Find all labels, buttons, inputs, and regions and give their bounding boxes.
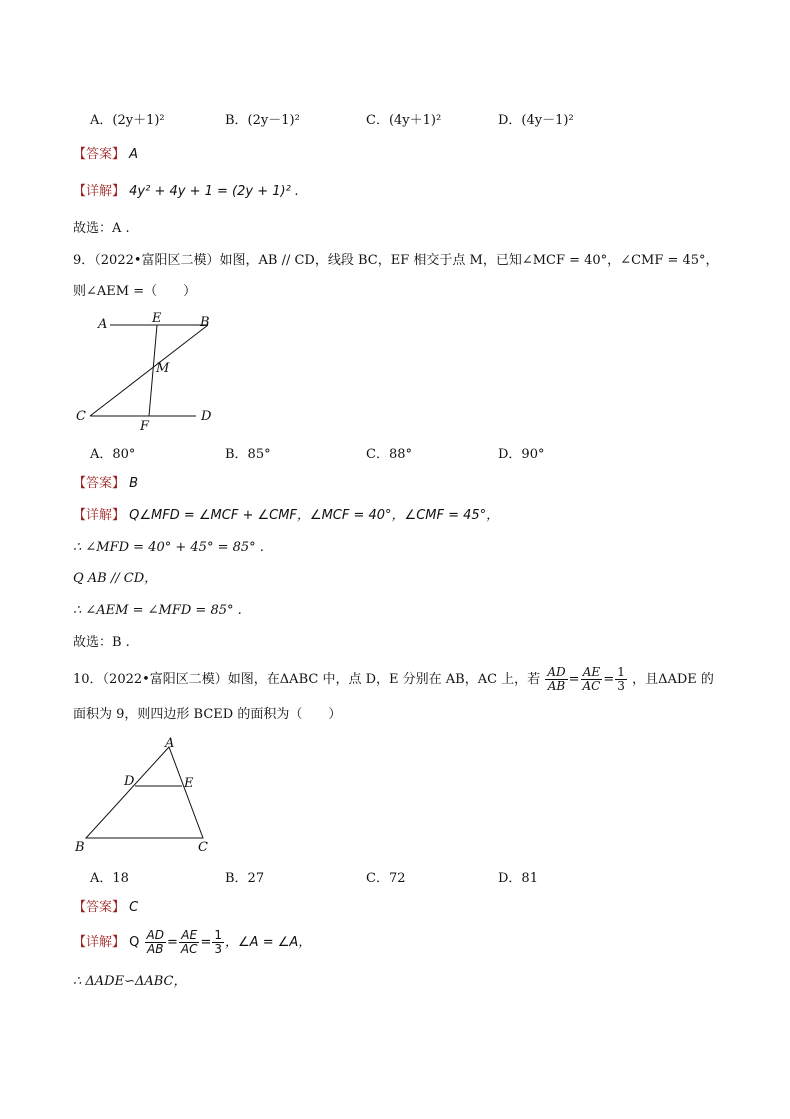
label-a: A <box>98 317 108 332</box>
answer-label: 【答案】 <box>73 476 126 491</box>
label-b: B <box>200 315 210 330</box>
detail-label: 【详解】 <box>73 184 126 199</box>
q9-option-c: C．88° <box>366 447 412 462</box>
q10-option-d: D．81 <box>498 871 538 886</box>
q10-detail-line <box>73 925 311 961</box>
label-e: E <box>184 776 194 791</box>
q8-choice: 故选：A . <box>73 221 130 236</box>
detail-label: 【详解】 <box>73 935 126 950</box>
q9-choice: 故选：B . <box>73 635 130 650</box>
answer-value: C <box>129 900 139 915</box>
q10-answer-line <box>73 899 138 917</box>
label-a: A <box>165 736 175 751</box>
answer-value: A <box>129 147 139 162</box>
q10-stem-line2: 面积为 9，则四边形 BCED 的面积为（ ） <box>73 707 342 722</box>
q9-figure <box>76 310 230 435</box>
q9-option-a: A．80° <box>90 447 136 462</box>
label-e: E <box>152 311 162 326</box>
detail-fraction-ad-ab: $\frac{AD}{AB}$ <box>146 928 164 956</box>
because-symbol: Q <box>129 935 140 950</box>
q9-answer-line <box>73 475 138 493</box>
q8-option-a: A．(2y＋1)² <box>90 113 165 128</box>
detail-fraction-ae-ac: $\frac{AE}{AC}$ <box>180 928 198 956</box>
q10-detail-line2: ∴ ΔADE∽ΔABC， <box>73 974 187 989</box>
q10-option-a: A．18 <box>90 871 129 886</box>
label-b: B <box>75 840 85 855</box>
q10-stem-part1: 10．（2022•富阳区二模）如图，在ΔABC 中，点 D，E 分别在 AB，AC 上，若 <box>73 672 541 687</box>
q9-option-b: B．85° <box>225 447 271 462</box>
label-m: M <box>156 361 170 376</box>
q10-option-c: C．72 <box>366 871 406 886</box>
q10-figure <box>72 735 222 855</box>
q9-stem-line2: 则∠AEM =（ ） <box>73 284 197 299</box>
q9-option-d: D．90° <box>498 447 545 462</box>
label-d: D <box>201 409 212 424</box>
q10-option-b: B．27 <box>225 871 265 886</box>
q9-stem-line1: 9．（2022•富阳区二模）如图，AB // CD，线段 BC，EF 相交于点 M，已知∠MCF = 40°，∠CMF = 45°， <box>73 253 719 268</box>
q10-fraction-one-third: $\frac{1}{3}$ <box>617 665 625 693</box>
q8-option-b: B．(2y－1)² <box>225 113 300 128</box>
q10-stem-line1 <box>73 662 714 698</box>
q9-detail-line3: Q AB // CD， <box>73 571 158 586</box>
equals-sign: = <box>166 935 178 950</box>
q9-detail-line4: ∴ ∠AEM = ∠MFD = 85° . <box>73 603 242 618</box>
detail-suffix: ，∠A = ∠A， <box>225 935 312 950</box>
label-c: C <box>198 840 208 855</box>
detail-fraction-one-third: $\frac{1}{3}$ <box>214 928 223 956</box>
detail-label: 【详解】 <box>73 508 126 523</box>
triangle-abc <box>86 747 203 838</box>
equals-sign: = <box>603 672 615 687</box>
answer-value: B <box>129 476 139 491</box>
answer-label: 【答案】 <box>73 147 126 162</box>
label-f: F <box>140 419 150 434</box>
segment-bc <box>90 325 208 416</box>
q9-detail-line <box>73 507 499 525</box>
detail-text: Q∠MFD = ∠MCF + ∠CMF，∠MCF = 40°，∠CMF = 45°， <box>129 508 500 523</box>
answer-label: 【答案】 <box>73 900 126 915</box>
q10-fraction-ae-ac: $\frac{AE}{AC}$ <box>582 665 601 693</box>
q10-fraction-ad-ab: $\frac{AD}{AB}$ <box>547 665 566 693</box>
q8-option-d: D．(4y－1)² <box>498 113 574 128</box>
q8-answer-line <box>73 146 138 164</box>
q9-detail-line2: ∴ ∠MFD = 40° + 45° = 85° . <box>73 540 264 555</box>
label-c: C <box>76 409 86 424</box>
detail-text: 4y² + 4y + 1 = (2y + 1)² . <box>129 184 300 199</box>
equals-sign: = <box>568 672 580 687</box>
q8-option-c: C．(4y＋1)² <box>366 113 442 128</box>
label-d: D <box>124 774 135 789</box>
q8-detail-line <box>73 183 299 201</box>
equals-sign: = <box>200 935 212 950</box>
q10-stem-part2: ，且ΔADE 的 <box>632 672 714 687</box>
